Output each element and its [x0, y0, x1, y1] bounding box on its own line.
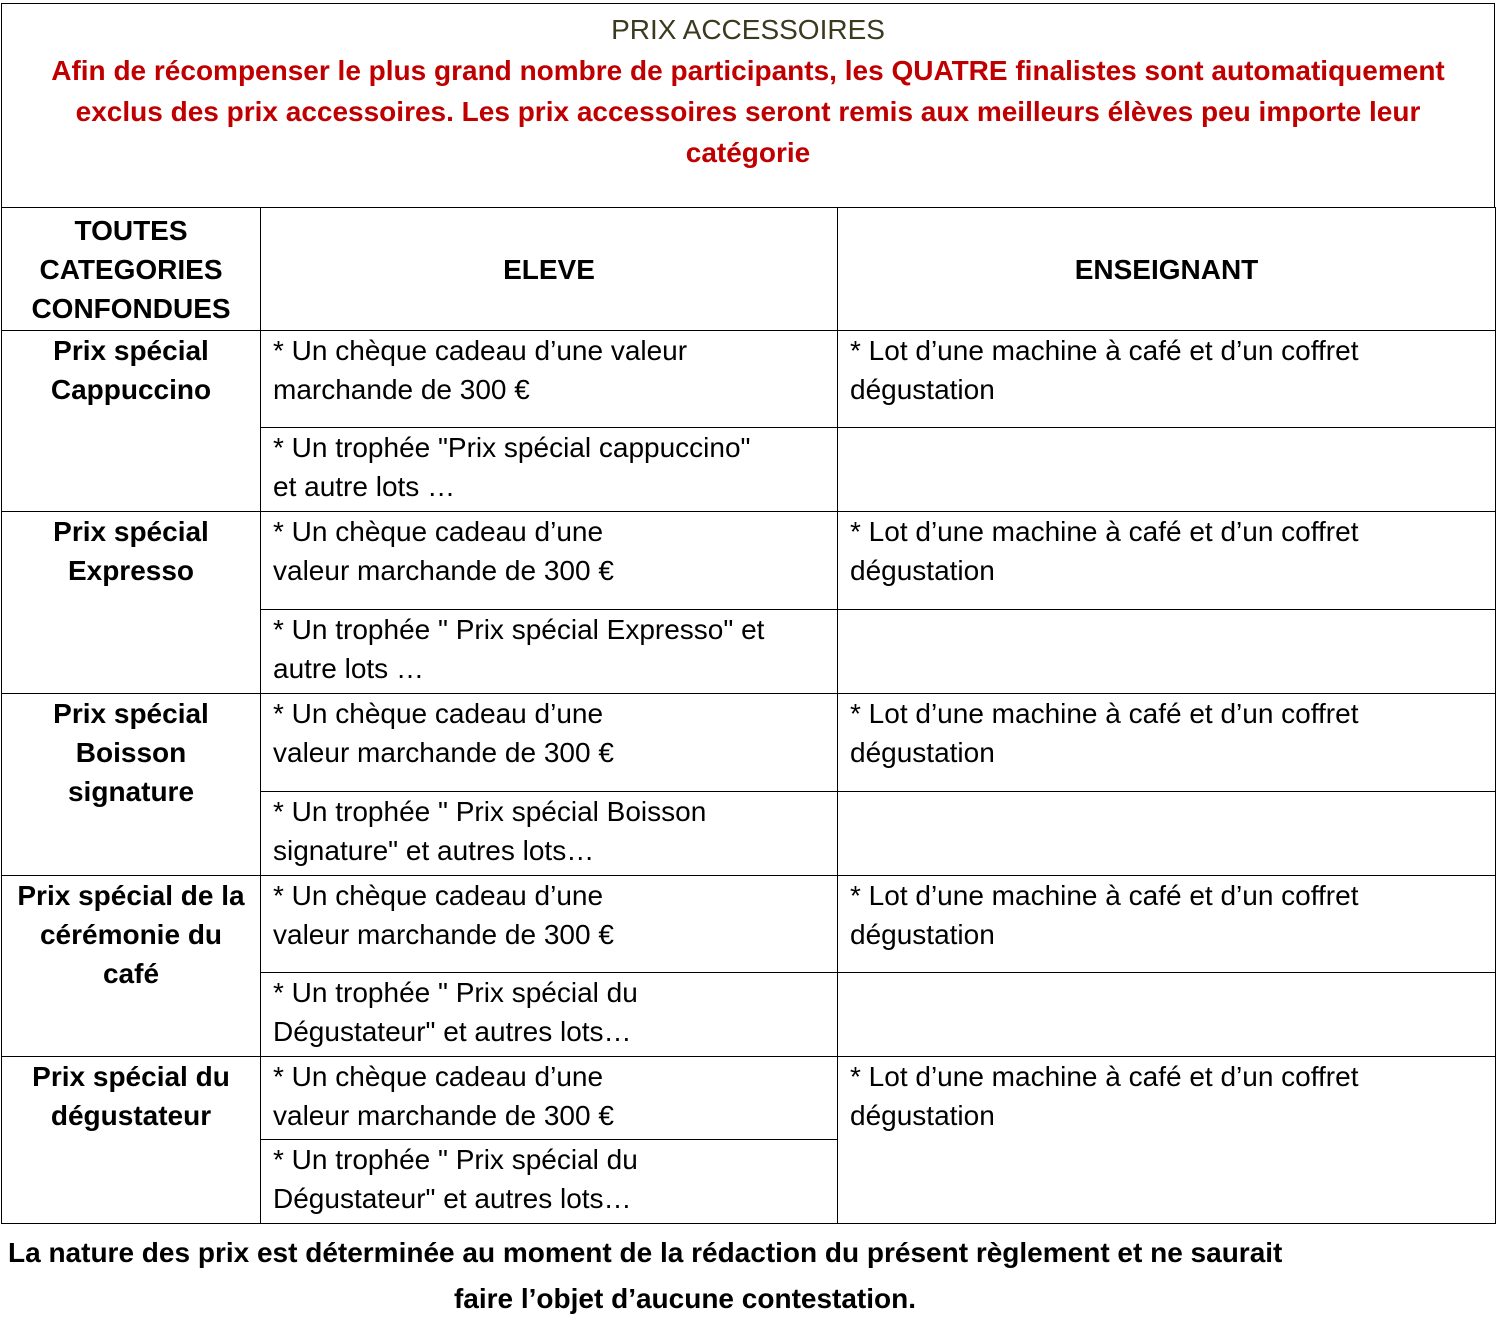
- category-line: Prix spécial de la: [17, 880, 245, 911]
- prize-line: valeur marchande de 300 €: [273, 919, 614, 950]
- student-prize-cell: [261, 1057, 838, 1140]
- prize-line: * Un trophée " Prix spécial du: [273, 1144, 638, 1175]
- category-cell: [2, 1057, 261, 1224]
- prizes-banner: [1, 3, 1495, 207]
- student-prize-cell: [261, 973, 838, 1057]
- prizes-table: [1, 207, 1496, 1224]
- teacher-prize-cell: [838, 331, 1496, 428]
- teacher-prize-cell: [838, 876, 1496, 973]
- banner-title: PRIX ACCESSOIRES: [611, 14, 885, 45]
- disclaimer-line: faire l’objet d’aucune contestation.: [453, 1283, 917, 1314]
- student-prize-cell: [261, 876, 838, 973]
- teacher-prize-cell: [838, 1057, 1496, 1224]
- student-prize-cell: [261, 694, 838, 792]
- prize-line: valeur marchande de 300 €: [273, 1100, 614, 1131]
- table-row: [2, 1057, 1496, 1140]
- prize-line: * Lot d’une machine à café et d’un coffret: [850, 880, 1359, 911]
- prize-line: signature" et autres lots…: [273, 835, 595, 866]
- table-row: [2, 694, 1496, 792]
- header-teacher: ENSEIGNANT: [838, 208, 1496, 331]
- table-header-row: [2, 208, 1496, 331]
- header-category-line: TOUTES: [74, 214, 188, 246]
- prize-line: * Un trophée " Prix spécial du: [273, 977, 638, 1008]
- teacher-prize-cell: [838, 694, 1496, 792]
- category-line: Boisson: [75, 737, 187, 768]
- prize-line: dégustation: [850, 555, 995, 586]
- banner-notice-line: exclus des prix accessoires. Les prix accessoires seront remis aux meilleurs élèves peu importe leur: [75, 96, 1421, 127]
- header-category: [2, 208, 261, 331]
- student-prize-cell: [261, 428, 838, 512]
- disclaimer-line: La nature des prix est déterminée au moment de la rédaction du présent règlement et ne saurait: [8, 1237, 1283, 1268]
- prize-line: * Un chèque cadeau d’une valeur: [273, 335, 688, 366]
- student-prize-cell: [261, 331, 838, 428]
- prize-line: et autre lots …: [273, 471, 456, 502]
- prize-line: * Un trophée " Prix spécial Expresso" et: [273, 614, 765, 645]
- category-line: Cappuccino: [50, 374, 212, 405]
- category-line: dégustateur: [50, 1100, 212, 1131]
- category-cell: [2, 694, 261, 876]
- prize-line: dégustation: [850, 1100, 995, 1131]
- banner-notice: [2, 50, 1494, 173]
- prize-line: * Un chèque cadeau d’une: [273, 1061, 604, 1092]
- teacher-empty-cell: [838, 428, 1496, 512]
- category-line: Prix spécial: [53, 516, 209, 547]
- prize-line: dégustation: [850, 919, 995, 950]
- student-prize-cell: [261, 610, 838, 694]
- prize-line: Dégustateur" et autres lots…: [273, 1016, 632, 1047]
- prize-line: * Un chèque cadeau d’une: [273, 698, 604, 729]
- category-line: Prix spécial: [53, 335, 209, 366]
- table-row: [2, 331, 1496, 428]
- teacher-empty-cell: [838, 973, 1496, 1057]
- category-line: signature: [67, 776, 195, 807]
- category-cell: [2, 512, 261, 694]
- table-row: [2, 876, 1496, 973]
- banner-notice-line: catégorie: [685, 137, 811, 168]
- prize-line: * Lot d’une machine à café et d’un coffret: [850, 335, 1359, 366]
- teacher-empty-cell: [838, 610, 1496, 694]
- prize-line: * Lot d’une machine à café et d’un coffret: [850, 698, 1359, 729]
- prize-line: * Un chèque cadeau d’une: [273, 516, 604, 547]
- category-line: cérémonie du: [39, 919, 223, 950]
- prizes-document: [1, 3, 1495, 1224]
- prize-line: valeur marchande de 300 €: [273, 555, 614, 586]
- prize-line: * Lot d’une machine à café et d’un coffret: [850, 516, 1359, 547]
- header-student: ELEVE: [261, 208, 838, 331]
- student-prize-cell: [261, 1140, 838, 1224]
- category-line: Prix spécial du: [32, 1061, 230, 1092]
- category-cell: [2, 876, 261, 1057]
- prize-line: * Un chèque cadeau d’une: [273, 880, 604, 911]
- prize-line: autre lots …: [273, 653, 424, 684]
- category-line: Expresso: [67, 555, 195, 586]
- header-category-line: CONFONDUES: [31, 292, 231, 324]
- prize-line: * Un trophée "Prix spécial cappuccino": [273, 432, 751, 463]
- prize-line: * Lot d’une machine à café et d’un coffret: [850, 1061, 1359, 1092]
- student-prize-cell: [261, 792, 838, 876]
- teacher-prize-cell: [838, 512, 1496, 610]
- category-cell: [2, 331, 261, 512]
- prize-line: dégustation: [850, 374, 995, 405]
- prize-line: * Un trophée " Prix spécial Boisson: [273, 796, 707, 827]
- teacher-empty-cell: [838, 792, 1496, 876]
- header-category-line: CATEGORIES: [39, 253, 223, 285]
- disclaimer: [0, 1230, 1370, 1322]
- prize-line: marchande de 300 €: [273, 374, 530, 405]
- category-line: Prix spécial: [53, 698, 209, 729]
- table-row: [2, 512, 1496, 610]
- student-prize-cell: [261, 512, 838, 610]
- prize-line: Dégustateur" et autres lots…: [273, 1183, 632, 1214]
- category-line: café: [102, 958, 160, 989]
- prize-line: dégustation: [850, 737, 995, 768]
- banner-notice-line: Afin de récompenser le plus grand nombre de participants, les QUATRE finalistes sont automatiquement: [51, 55, 1445, 86]
- prize-line: valeur marchande de 300 €: [273, 737, 614, 768]
